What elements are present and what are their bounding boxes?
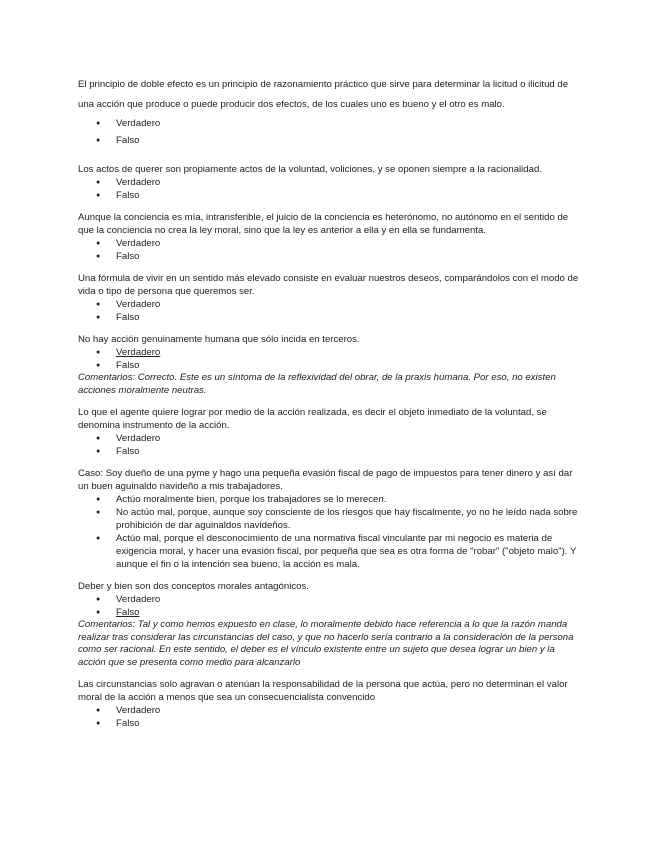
question-7-case: [78, 467, 583, 571]
answer-options: [78, 432, 583, 458]
option-verdadero[interactable]: ● Verdadero: [78, 704, 583, 717]
answer-options: [78, 346, 583, 372]
answer-options: [78, 704, 583, 730]
option-falso[interactable]: ● Falso: [78, 445, 583, 458]
option-verdadero[interactable]: ● Verdadero: [78, 298, 583, 311]
question-9: [78, 678, 583, 730]
question-8: [78, 580, 583, 669]
question-text: Lo que el agente quiere lograr por medio de la acción realizada, es decir el objeto inmediato de la voluntad, se denomina instrumento de la acción.: [78, 407, 547, 431]
option-verdadero[interactable]: ● Verdadero: [78, 115, 583, 132]
question-2: [78, 163, 583, 202]
question-text: Caso: Soy dueño de una pyme y hago una pequeña evasión fiscal de pago de impuestos para tener dinero y así dar un buen aguinaldo navideño a mis trabajadores.: [78, 468, 573, 492]
option-falso[interactable]: ● Falso: [78, 189, 583, 202]
answer-options: [78, 176, 583, 202]
option-falso[interactable]: ● Falso: [78, 311, 583, 324]
option-b[interactable]: ● No actúo mal, porque, aunque soy consciente de los riesgos que hay fiscalmente, yo no he leído nada sobre prohibición de dar aguinaldos navideños.: [78, 506, 583, 532]
option-falso[interactable]: ● Falso: [78, 132, 583, 149]
document-body: [78, 75, 583, 739]
answer-options: [78, 237, 583, 263]
option-verdadero-selected[interactable]: ● Verdadero: [78, 346, 583, 359]
option-falso-selected[interactable]: ● Falso: [78, 606, 583, 619]
answer-options: [78, 298, 583, 324]
question-text: El principio de doble efecto es un principio de razonamiento práctico que sirve para determinar la licitud o ilicitud de una acción que produce o puede producir dos efectos, de los cuales uno es bueno y el otro es malo.: [78, 79, 569, 110]
option-falso[interactable]: ● Falso: [78, 250, 583, 263]
answer-options: [78, 115, 583, 149]
feedback-comment: Comentarios: Tal y como hemos expuesto en clase, lo moralmente debido hace referencia a lo que la razón manda realizar tras considerar las circunstancias del caso, y que no hacerlo sería contrario a la consideración de la persona como ser racional. En este sentido, el deber es el vínculo existente entre un sujeto que desea lograr un bien y la acción que se presenta como medio para alcanzarlo: [78, 619, 574, 668]
option-falso[interactable]: ● Falso: [78, 359, 583, 372]
feedback-comment: Comentarios: Correcto. Este es un síntoma de la reflexividad del obrar, de la praxis humana. Por eso, no existen acciones moralmente neutras.: [78, 372, 556, 396]
option-falso[interactable]: ● Falso: [78, 717, 583, 730]
option-verdadero[interactable]: ● Verdadero: [78, 432, 583, 445]
question-text: No hay acción genuinamente humana que sólo incida en terceros.: [78, 334, 360, 345]
option-c[interactable]: ● Actúo mal, porque el desconocimiento de una normativa fiscal vinculante par mi negocio es materia de exigencia moral, y hacer una evasión fiscal, por pequeña que sea es otra forma de "robar" ("objeto malo"). Y aunque el fin o la intención sea bueno, la acción es mala.: [78, 532, 583, 571]
answer-options: [78, 493, 583, 571]
option-verdadero[interactable]: ● Verdadero: [78, 593, 583, 606]
question-text: Los actos de querer son propiamente actos de la voluntad, voliciones, y se oponen siempre a la racionalidad.: [78, 164, 542, 175]
question-6: [78, 406, 583, 458]
question-text: Aunque la conciencia es mía, intransferible, el juicio de la conciencia es heterónomo, no autónomo en el sentido de que la conciencia no crea la ley moral, sino que la ley es anterior a ella y en ella se fundamenta.: [78, 212, 569, 236]
question-4: [78, 272, 583, 324]
question-text: Una fórmula de vivir en un sentido más elevado consiste en evaluar nuestros deseos, comparándolos con el modo de vida o tipo de persona que queremos ser.: [78, 273, 579, 297]
question-1: [78, 75, 583, 149]
question-text: Las circunstancias solo agravan o atenúan la responsabilidad de la persona que actúa, pero no determinan el valor moral de la acción a menos que sea un consecuencialista convencido: [78, 679, 568, 703]
question-5: [78, 333, 583, 397]
option-verdadero[interactable]: ● Verdadero: [78, 237, 583, 250]
option-a[interactable]: ● Actúo moralmente bien, porque los trabajadores se lo merecen.: [78, 493, 583, 506]
question-3: [78, 211, 583, 263]
option-verdadero[interactable]: ● Verdadero: [78, 176, 583, 189]
answer-options: [78, 593, 583, 619]
question-text: Deber y bien son dos conceptos morales antagónicos.: [78, 581, 309, 592]
